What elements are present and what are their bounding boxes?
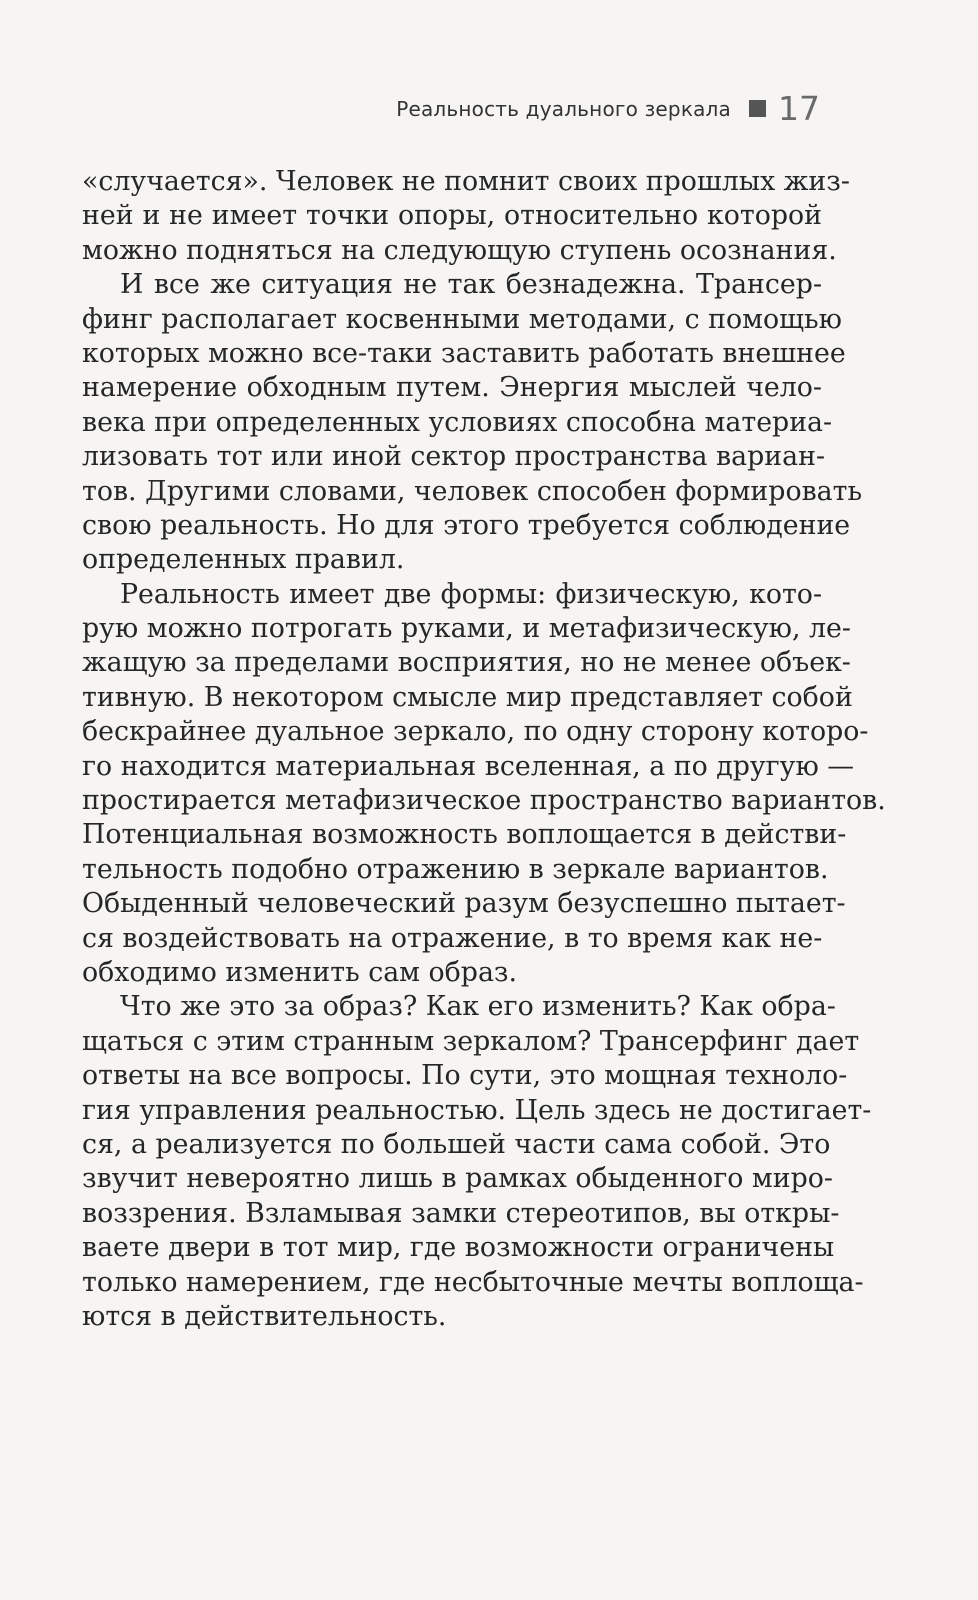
square-icon [749, 100, 766, 117]
text-line: намерение обходным путем. Энергия мыслей чело- [82, 372, 822, 404]
text-line: Реальность имеет две формы: физическую, кото- [120, 578, 822, 610]
text-line: го находится материальная вселенная, а по другую — [82, 750, 855, 782]
text-line: ответы на все вопросы. По сути, это мощная техноло- [82, 1060, 848, 1092]
text-line: Обыденный человеческий разум безуспешно пытает- [82, 888, 846, 920]
text-line: которых можно все-таки заставить работать внешнее [82, 337, 846, 369]
paragraph [82, 990, 872, 1334]
text-line: века при определенных условиях способна материа- [82, 406, 833, 438]
text-line: простирается метафизическое пространство вариантов. [82, 785, 886, 817]
text-line: ся воздействовать на отражение, в то время как не- [82, 922, 823, 954]
running-header [396, 89, 820, 128]
text-line: рую можно потрогать руками, и метафизическую, ле- [82, 613, 851, 645]
paragraph [82, 268, 863, 578]
body-text [82, 165, 886, 1334]
text-line: определенных правил. [82, 544, 405, 576]
text-line: тов. Другими словами, человек способен формировать [82, 475, 863, 507]
text-line: И все же ситуация не так безнадежна. Трансер- [120, 269, 822, 301]
text-line: только намерением, где несбыточные мечты воплоща- [82, 1266, 864, 1298]
text-line: финг располагает косвенными методами, с помощью [82, 303, 842, 335]
text-line: тивную. В некотором смысле мир представляет собой [82, 681, 853, 713]
text-line: Что же это за образ? Как его изменить? Как обра- [120, 991, 836, 1023]
paragraph [82, 165, 850, 268]
text-line: ваете двери в тот мир, где возможности ограничены [82, 1232, 835, 1264]
text-line: щаться с этим странным зеркалом? Трансерфинг дает [82, 1025, 860, 1057]
text-line: воззрения. Взламывая замки стереотипов, вы откры- [82, 1197, 840, 1229]
text-line: ся, а реализуется по большей части сама собой. Это [82, 1128, 831, 1160]
text-line: ней и не имеет точки опоры, относительно которой [82, 200, 822, 232]
running-title: Реальность дуального зеркала [396, 96, 731, 121]
text-line: лизовать тот или иной сектор пространства вариан- [82, 441, 826, 473]
page-number: 17 [778, 89, 820, 128]
text-line: можно подняться на следующую ступень осознания. [82, 234, 837, 266]
text-line: «случается». Человек не помнит своих прошлых жиз- [82, 166, 850, 197]
text-line: обходимо изменить сам образ. [82, 956, 518, 988]
text-line: гия управления реальностью. Цель здесь не достигает- [82, 1094, 872, 1126]
text-line: бескрайнее дуальное зеркало, по одну сторону которо- [82, 716, 869, 748]
text-line: свою реальность. Но для этого требуется соблюдение [82, 509, 851, 541]
text-line: звучит невероятно лишь в рамках обыденного миро- [82, 1163, 833, 1195]
text-line: тельность подобно отражению в зеркале вариантов. [82, 853, 829, 885]
text-line: ются в действительность. [82, 1300, 447, 1332]
paragraph [82, 578, 886, 991]
text-line: жащую за пределами восприятия, но не менее объек- [82, 647, 851, 679]
text-line: Потенциальная возможность воплощается в действи- [82, 819, 847, 851]
